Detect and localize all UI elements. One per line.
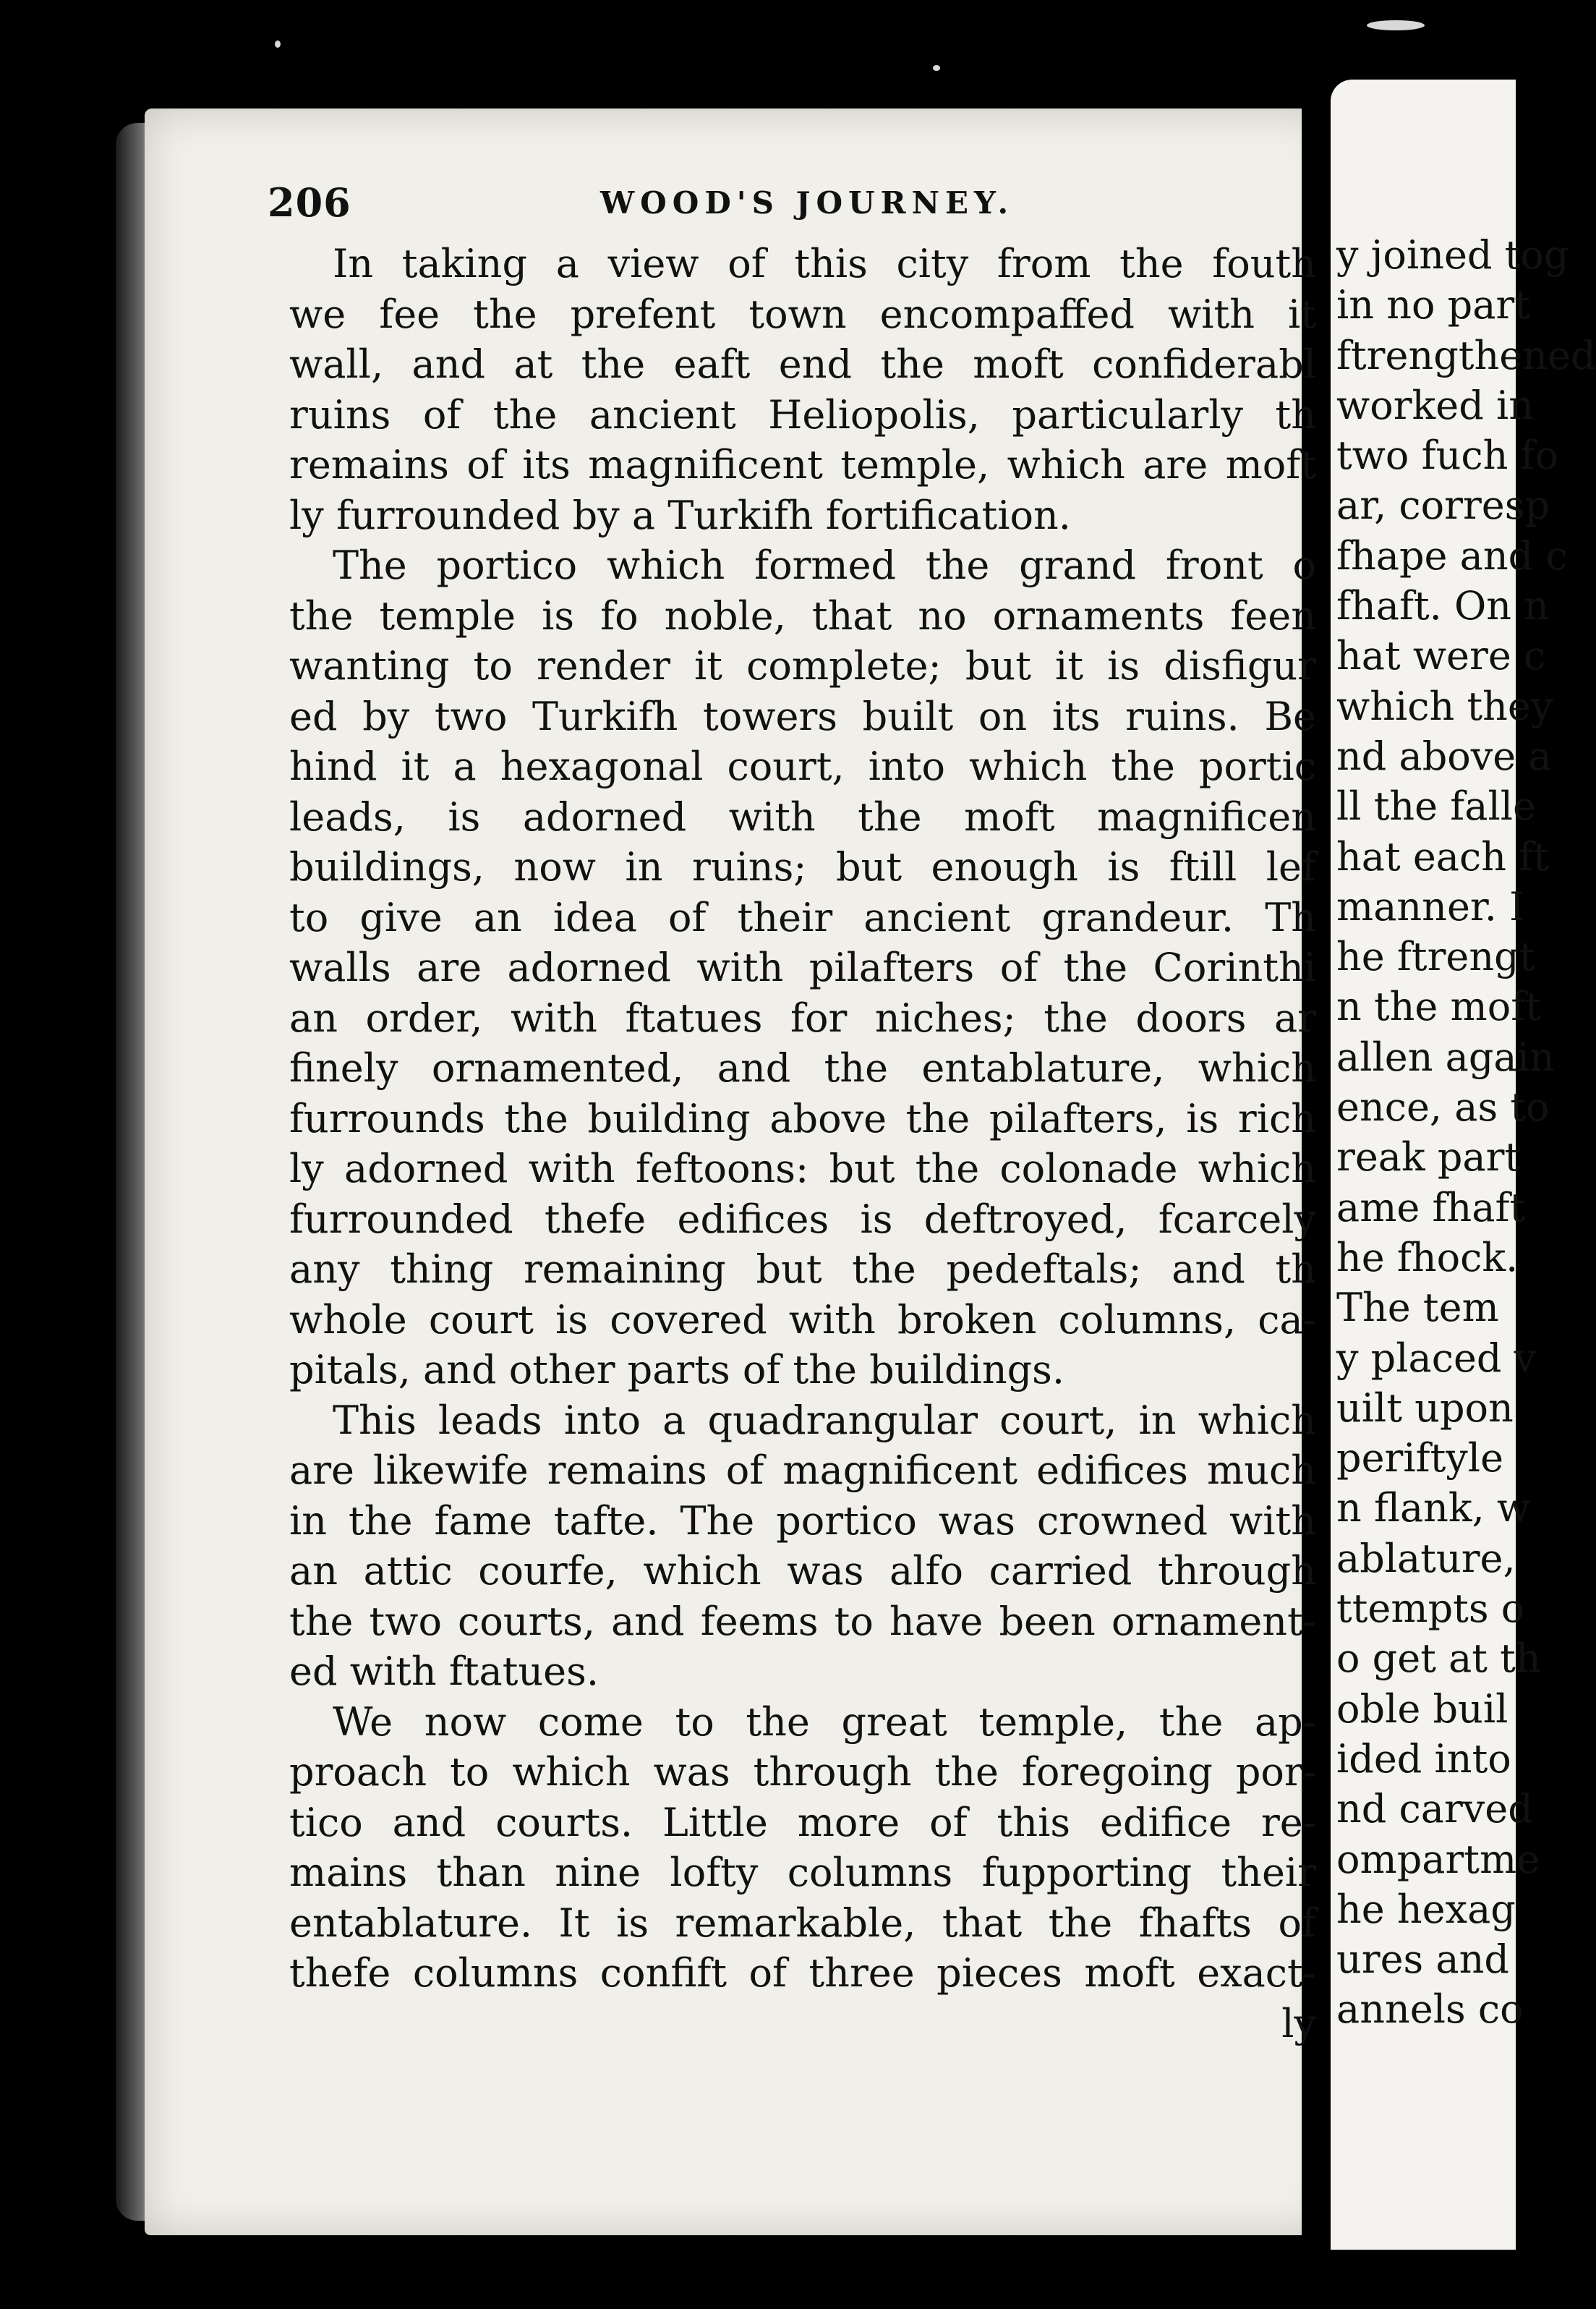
text-line: ll the falle	[1336, 783, 1536, 830]
text-line: ly furrounded by a Turkifh fortification.	[289, 492, 1071, 538]
text-line: fhaft. On n	[1336, 583, 1549, 629]
text-line: an order, with ftatues for niches; the doors ar	[289, 995, 1316, 1041]
running-head: WOOD'S JOURNEY.	[600, 185, 1015, 221]
text-line: allen again	[1336, 1034, 1555, 1080]
text-line: y joined tog	[1336, 232, 1569, 278]
text-line: leads, is adorned with the moft magnificen	[289, 794, 1316, 840]
text-line: The tem	[1336, 1285, 1499, 1331]
text-line: the temple is fo noble, that no ornaments feen	[289, 592, 1316, 639]
text-line: ed with ftatues.	[289, 1649, 599, 1694]
page-number: 206	[268, 179, 351, 226]
text-line: ablature,	[1336, 1535, 1516, 1581]
text-line: any thing remaining but the pedeftals; and th	[289, 1246, 1316, 1292]
text-line: ame fhaft	[1336, 1184, 1526, 1230]
text-line: he ftrengt	[1336, 934, 1535, 980]
paper-speck	[1367, 20, 1425, 30]
text-line: uilt upon	[1336, 1385, 1514, 1431]
text-line: two fuch fo	[1336, 433, 1559, 479]
text-line: annels co	[1336, 1986, 1524, 2033]
text-line: nd carved	[1336, 1786, 1533, 1832]
right-page-body-text	[1336, 230, 1596, 2035]
text-line: walls are adorned with pilafters of the Corinthi	[289, 945, 1316, 990]
paper-speck	[933, 65, 940, 71]
text-line: thefe columns confift of three pieces moft exact-	[289, 1950, 1316, 1996]
text-line: mains than nine lofty columns fupporting their	[289, 1850, 1316, 1895]
text-line: ided into	[1336, 1735, 1511, 1782]
text-line: which they	[1336, 683, 1553, 729]
text-line: n flank, w	[1336, 1485, 1531, 1531]
text-line: ar, corresp	[1336, 482, 1550, 529]
text-line: o get at th	[1336, 1636, 1541, 1682]
paper-speck	[275, 41, 281, 48]
text-line: periftyle	[1336, 1435, 1504, 1481]
text-line: in no part	[1336, 282, 1530, 328]
text-line: hat each ft	[1336, 833, 1549, 880]
text-line: wanting to render it complete; but it is disfigur	[289, 643, 1316, 689]
text-line: entablature. It is remarkable, that the fhafts of	[289, 1900, 1316, 1946]
text-line: ence, as to	[1336, 1084, 1550, 1131]
text-line: hind it a hexagonal court, into which the portic	[289, 744, 1316, 789]
text-line: proach to which was through the foregoing por-	[289, 1749, 1316, 1795]
text-line: whole court is covered with broken columns, ca-	[289, 1296, 1316, 1343]
text-line: oble buil	[1336, 1685, 1508, 1732]
text-line: ttempts o	[1336, 1586, 1525, 1632]
page-header	[268, 179, 1280, 230]
text-line: an attic courfe, which was alfo carried through	[289, 1548, 1316, 1594]
text-line: This leads into a quadrangular court, in which	[333, 1397, 1316, 1443]
text-line: ures and	[1336, 1936, 1509, 1983]
text-line: to give an idea of their ancient grandeur. Th	[289, 894, 1316, 940]
text-line: manner. I	[1336, 883, 1525, 930]
text-line: worked in	[1336, 382, 1535, 428]
text-line: ly	[1281, 2000, 1316, 2046]
text-line: wall, and at the eaft end the moft confiderabl	[289, 341, 1316, 387]
text-line: ompartme	[1336, 1836, 1540, 1882]
text-line: fhape and c	[1336, 532, 1568, 579]
text-line: the two courts, and feems to have been ornament-	[289, 1598, 1316, 1644]
text-line: he fhock.	[1336, 1234, 1519, 1280]
text-line: tico and courts. Little more of this edifice re-	[289, 1799, 1316, 1845]
text-line: n the moft	[1336, 984, 1541, 1030]
text-line: ed by two Turkifh towers built on its ruins. Be	[289, 693, 1316, 739]
text-line: ruins of the ancient Heliopolis, particularly th	[289, 391, 1316, 438]
text-line: y placed v	[1336, 1335, 1537, 1381]
text-line: furrounded thefe edifices is deftroyed, fcarcely	[289, 1196, 1316, 1242]
text-line: we fee the prefent town encompaffed with it	[289, 291, 1316, 337]
left-page-body-text	[289, 239, 1316, 2049]
text-line: ly adorned with feftoons: but the colonade which	[289, 1146, 1316, 1191]
text-line: pitals, and other parts of the buildings.	[289, 1347, 1065, 1392]
text-line: furrounds the building above the pilafters, is rich	[289, 1095, 1316, 1141]
text-line: In taking a view of this city from the fouth	[333, 241, 1316, 286]
text-line: he hexag	[1336, 1886, 1516, 1932]
text-line: We now come to the great temple, the ap-	[333, 1698, 1316, 1745]
text-line: ftrengthened	[1336, 332, 1596, 378]
text-line: buildings, now in ruins; but enough is ftill lef	[289, 844, 1316, 890]
text-line: hat were c	[1336, 633, 1546, 679]
text-line: are likewife remains of magnificent edifices much	[289, 1447, 1316, 1493]
text-line: remains of its magnificent temple, which are moft	[289, 442, 1316, 488]
text-line: The portico which formed the grand front o	[333, 543, 1316, 588]
text-line: finely ornamented, and the entablature, which	[289, 1045, 1316, 1091]
text-line: reak part	[1336, 1134, 1521, 1181]
text-line: nd above a	[1336, 733, 1552, 779]
text-line: in the fame tafte. The portico was crowned with	[289, 1497, 1316, 1544]
